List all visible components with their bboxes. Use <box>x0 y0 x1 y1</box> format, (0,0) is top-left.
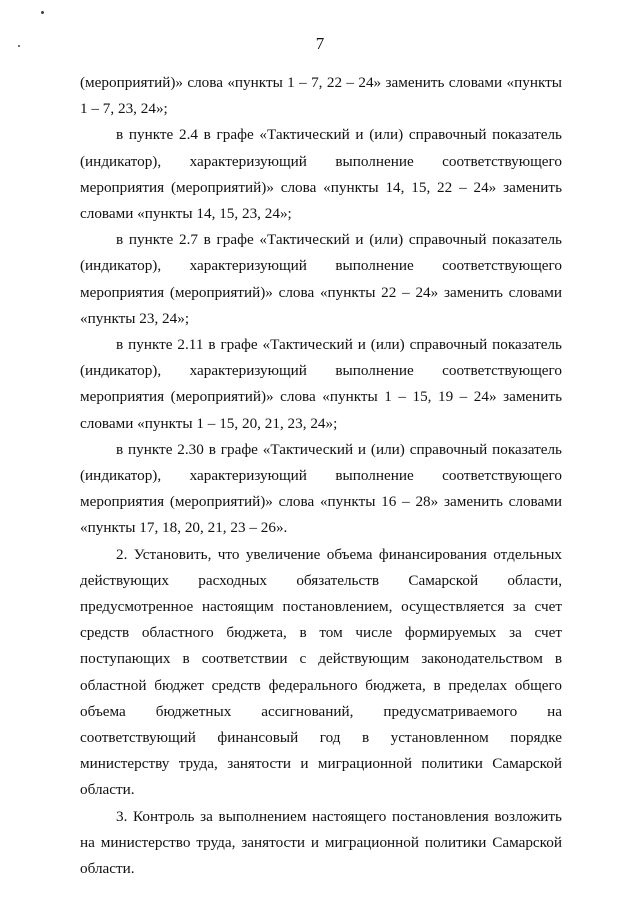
document-body <box>80 70 562 882</box>
paragraph: в пункте 2.4 в графе «Тактический и (или) справочный показатель (индикатор), характеризующий выполнение соответствующего мероприятия (мероприятий)» слова «пункты 14, 15, 22 – 24» заменить словами «пункты 14, 15, 23, 24»; <box>80 126 562 223</box>
paragraph: 3. Контроль за выполнением настоящего постановления возложить на министерство труда, занятости и миграционной политики Самарской области. <box>80 807 562 878</box>
paragraph: 2. Установить, что увеличение объема финансирования отдельных действующих расходных обязательств Самарской области, предусмотренное настоящим постановлением, осуществляется за счет средств областного бюджета, в том числе формируемых за счет поступающих в соответствии с действующим законодательством в областной бюджет средств федерального бюджета, в пределах общего объема бюджетных ассигнований, предусматриваемого на соответствующий финансовый год в установленном порядке министерству труда, занятости и миграционной политики Самарской области. <box>80 545 562 799</box>
scan-speck <box>41 11 44 14</box>
paragraph: в пункте 2.11 в графе «Тактический и (или) справочный показатель (индикатор), характеризующий выполнение соответствующего мероприятия (мероприятий)» слова «пункты 1 – 15, 19 – 24» заменить словами «пункты 1 – 15, 20, 21, 23, 24»; <box>80 336 562 432</box>
paragraph: (мероприятий)» слова «пункты 1 – 7, 22 – 24» заменить словами «пункты 1 – 7, 23, 24»; <box>80 74 562 118</box>
paragraph: в пункте 2.7 в графе «Тактический и (или) справочный показатель (индикатор), характеризующий выполнение соответствующего мероприятия (мероприятий)» слова «пункты 22 – 24» заменить словами «пункты 23, 24»; <box>80 231 562 327</box>
page-number: 7 <box>315 34 325 53</box>
paragraph: в пункте 2.30 в графе «Тактический и (или) справочный показатель (индикатор), характеризующий выполнение соответствующего мероприятия (мероприятий)» слова «пункты 16 – 28» заменить словами «пункты 17, 18, 20, 21, 23 – 26». <box>80 440 562 537</box>
